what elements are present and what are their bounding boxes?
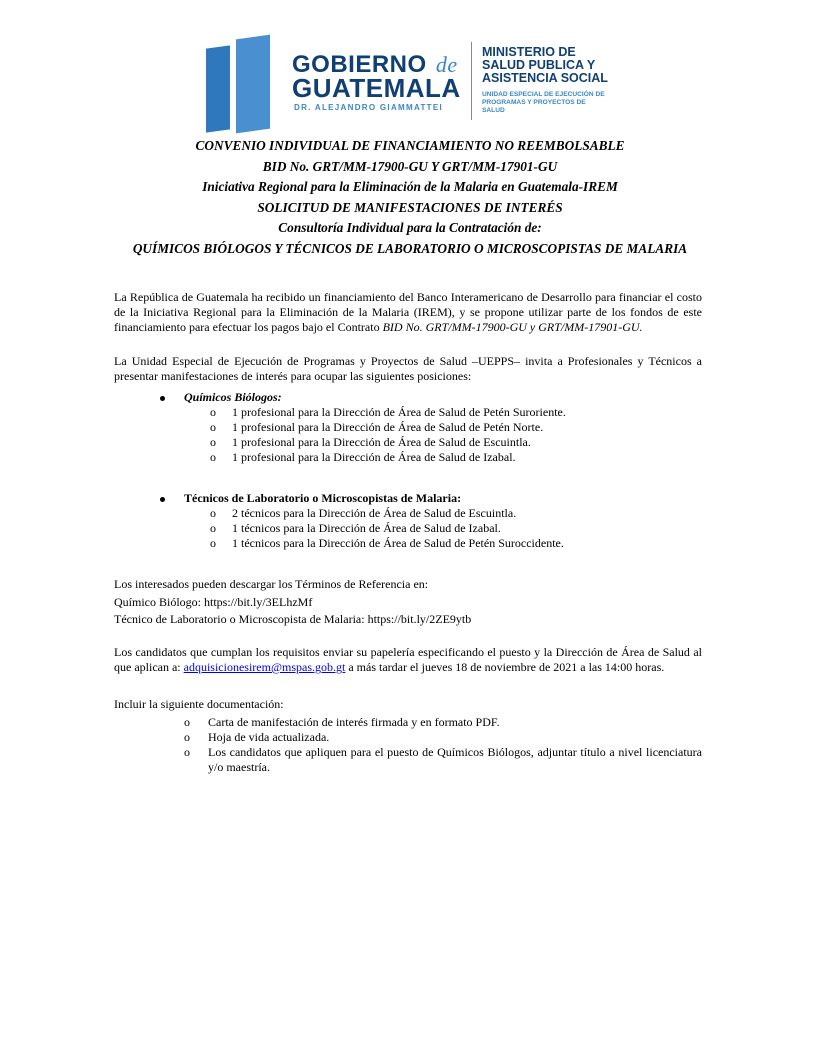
flag-bar-icon [206, 45, 230, 132]
intro-paragraph-1: La República de Guatemala ha recibido un financiamiento del Banco Interamericano de Desarrollo para financiar el costo de la Iniciativa Regional para la Eliminación de la Malaria (IREM), y se propone utilizar parte de los fondos de este financiamiento para efectuar los pagos bajo el Contrato BID No. GRT/MM-17900-GU y GRT/MM-17901-GU. [114, 290, 702, 334]
title-line: QUÍMICOS BIÓLOGOS Y TÉCNICOS DE LABORATORIO O MICROSCOPISTAS DE MALARIA [132, 240, 688, 256]
title-block [120, 136, 700, 259]
header-logo [206, 27, 626, 133]
list-item: Químicos Biólogos: [114, 390, 702, 405]
list-item: o 1 profesional para la Dirección de Área de Salud de Izabal. [210, 450, 516, 464]
logo-divider [471, 42, 472, 120]
flag-bar-icon [236, 35, 270, 134]
list-item: o 1 profesional para la Dirección de Área de Salud de Petén Suroriente. [210, 405, 566, 419]
positions-list-tecnicos [114, 491, 702, 551]
title-line: CONVENIO INDIVIDUAL DE FINANCIAMIENTO NO REEMBOLSABLE [195, 138, 625, 153]
list-item: o Carta de manifestación de interés firmada y en formato PDF. [184, 715, 500, 729]
ministry-name: MINISTERIO DE SALUD PUBLICA Y ASISTENCIA SOCIAL [482, 45, 608, 85]
list-item: Técnicos de Laboratorio o Microscopistas de Malaria: [114, 491, 702, 506]
positions-list-quimicos [114, 390, 702, 465]
list-item: o 1 profesional para la Dirección de Área de Salud de Escuintla. [210, 435, 531, 449]
list-item: o Los candidatos que apliquen para el puesto de Químicos Biólogos, adjuntar título a nivel licenciatura y/o maestría. [184, 745, 702, 774]
list-item: o 1 técnicos para la Dirección de Área de Salud de Izabal. [210, 521, 501, 535]
logo-gobierno: GOBIERNO de [292, 51, 458, 78]
apply-paragraph: Los candidatos que cumplan los requisitos enviar su papelería especificando el puesto y la Dirección de Área de Salud al que aplican a: adquisicionesirem@mspas.gob.gt a más tardar el jueves 18 de noviembre de 2021 a las 14:00 horas. [114, 645, 702, 674]
title-line: SOLICITUD DE MANIFESTACIONES DE INTERÉS [257, 199, 563, 215]
terms-intro: Los interesados pueden descargar los Términos de Referencia en: [114, 577, 429, 591]
terms-link-quimico: Químico Biólogo: https://bit.ly/3ELhzMf [114, 595, 313, 609]
unit-name: UNIDAD ESPECIAL DE EJECUCIÓN DE PROGRAMAS Y PROYECTOS DE SALUD [482, 91, 605, 114]
title-line: Iniciativa Regional para la Eliminación de la Malaria en Guatemala-IREM [202, 179, 618, 194]
intro-paragraph-2: La Unidad Especial de Ejecución de Programas y Proyectos de Salud –UEPPS– invita a Profesionales y Técnicos a presentar manifestaciones de interés para ocupar las siguientes posiciones: [114, 354, 702, 383]
list-item: o Hoja de vida actualizada. [184, 730, 330, 744]
docs-list [114, 715, 702, 775]
email-link[interactable]: adquisicionesirem@mspas.gob.gt [183, 660, 346, 674]
contract-number: BID No. GRT/MM-17900-GU y GRT/MM-17901-GU. [382, 320, 643, 334]
title-line: BID No. GRT/MM-17900-GU Y GRT/MM-17901-GU [262, 158, 558, 174]
list-item: o 1 profesional para la Dirección de Área de Salud de Petén Norte. [210, 420, 544, 434]
logo-president: DR. ALEJANDRO GIAMMATTEI [294, 103, 443, 112]
terms-link-tecnico: Técnico de Laboratorio o Microscopista de Malaria: https://bit.ly/2ZE9ytb [114, 612, 472, 626]
list-item: o 2 técnicos para la Dirección de Área de Salud de Escuintla. [210, 506, 517, 520]
docs-intro: Incluir la siguiente documentación: [114, 697, 284, 711]
bullet-icon [160, 497, 165, 502]
title-line: Consultoría Individual para la Contratación de: [278, 220, 542, 235]
list-item: o 1 técnicos para la Dirección de Área de Salud de Petén Suroccidente. [210, 536, 564, 550]
logo-guatemala: GUATEMALA [292, 73, 461, 103]
bullet-icon [160, 396, 165, 401]
